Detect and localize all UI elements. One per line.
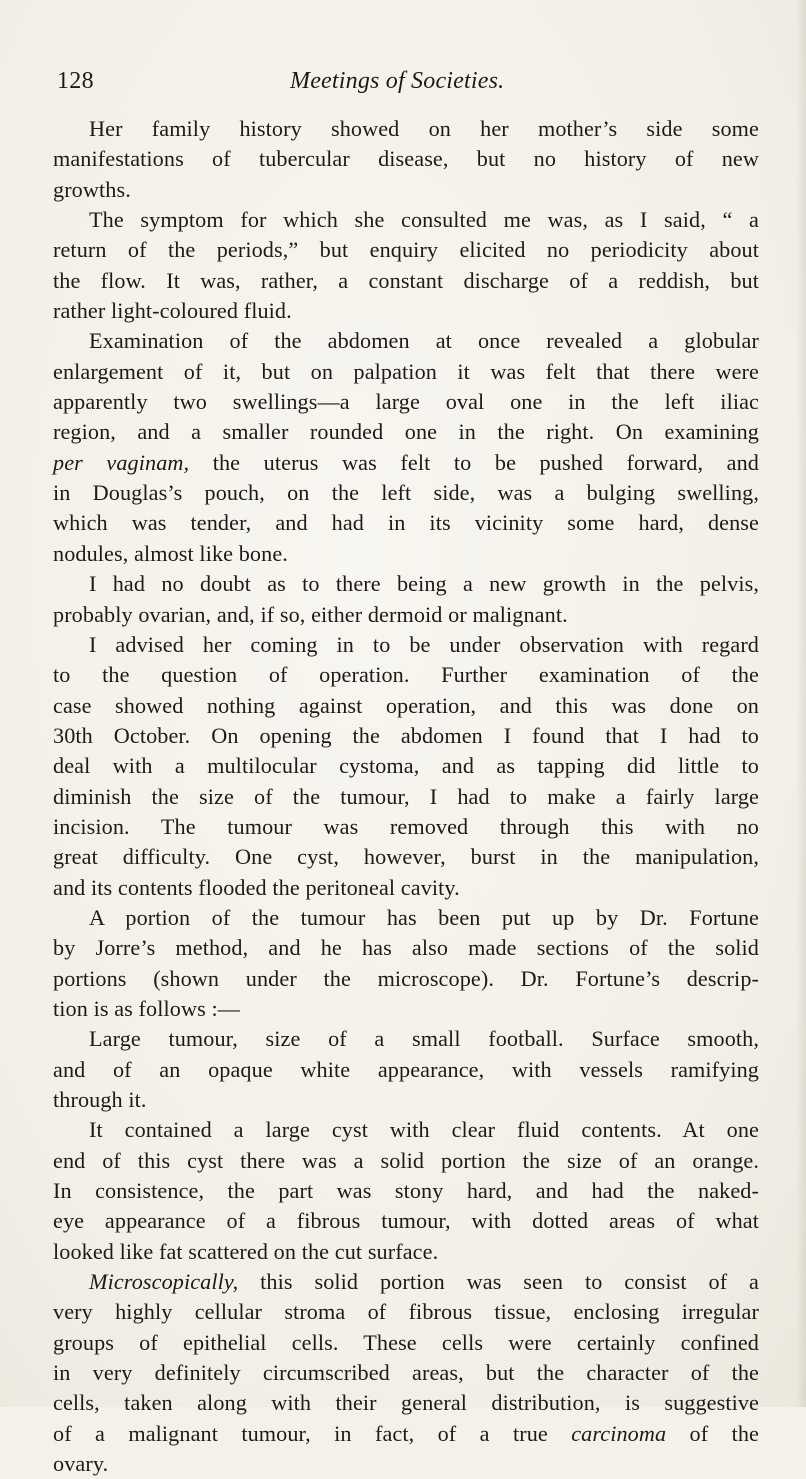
text-line: It contained a large cyst with clear fluid contents. At one <box>89 1117 759 1143</box>
text-line: manifestations of tubercular disease, but no history of new <box>53 146 759 172</box>
text-line: A portion of the tumour has been put up by Dr. Fortune <box>89 904 759 930</box>
text-line: I had no doubt as to there being a new growth in the pelvis, <box>89 571 759 597</box>
text-line: apparently two swellings—a large oval one in the left iliac <box>53 389 759 415</box>
page-header <box>57 68 757 104</box>
text-line: end of this cyst there was a solid portion the size of an orange. <box>53 1147 759 1173</box>
italic-phrase: per vaginam, <box>53 449 190 475</box>
body-text <box>53 114 759 1479</box>
text-line: ovary. <box>53 1451 109 1477</box>
text-line: probably ovarian, and, if so, either dermoid or malignant. <box>53 601 568 627</box>
text-line: the flow. It was, rather, a constant discharge of a reddish, but <box>53 267 759 293</box>
italic-phrase: Microscopically, <box>89 1269 239 1295</box>
text-line: Examination of the abdomen at once revealed a globular <box>89 328 759 354</box>
text-line: diminish the size of the tumour, I had to make a fairly large <box>53 783 759 809</box>
text-line: Large tumour, size of a small football. Surface smooth, <box>89 1026 759 1052</box>
text-line: looked like fat scattered on the cut surface. <box>53 1238 439 1264</box>
text-line: and of an opaque white appearance, with vessels ramifying <box>53 1056 759 1082</box>
text-line: through it. <box>53 1087 147 1112</box>
text-line: in Douglas’s pouch, on the left side, was a bulging swelling, <box>53 480 759 506</box>
text-line: in very definitely circumscribed areas, but the character of the <box>53 1360 759 1386</box>
text-line: of a malignant tumour, in fact, of a true carcinoma of the <box>53 1420 759 1446</box>
text-line: In consistence, the part was stony hard, and had the naked- <box>53 1178 759 1204</box>
text-line: case showed nothing against operation, and this was done on <box>53 692 759 718</box>
text-line: by Jorre’s method, and he has also made sections of the solid <box>53 935 759 961</box>
text-line: enlargement of it, but on palpation it was felt that there were <box>53 358 759 384</box>
text-line: very highly cellular stroma of fibrous tissue, enclosing irregular <box>53 1299 759 1325</box>
text-line: return of the periods,” but enquiry elicited no periodicity about <box>53 237 759 263</box>
text-line: rather light-coloured fluid. <box>53 298 292 324</box>
text-line: Her family history showed on her mother’s side some <box>89 116 759 141</box>
text-line: which was tender, and had in its vicinity some hard, dense <box>53 510 759 536</box>
text-line: and its contents flooded the peritoneal cavity. <box>53 874 460 900</box>
text-line: The symptom for which she consulted me was, as I said, “ a <box>89 207 759 233</box>
text-line: Microscopically, this solid portion was seen to consist of a <box>89 1269 759 1295</box>
page-number: 128 <box>57 68 94 94</box>
text-line: deal with a multilocular cystoma, and as tapping did little to <box>53 753 759 779</box>
text-line: region, and a smaller rounded one in the right. On examining <box>53 419 759 445</box>
text-line: 30th October. On opening the abdomen I found that I had to <box>53 722 759 748</box>
italic-phrase: carcinoma <box>571 1420 667 1446</box>
text-line: per vaginam, the uterus was felt to be pushed forward, and <box>53 449 760 475</box>
text-line: great difficulty. One cyst, however, burst in the manipulation, <box>53 844 759 870</box>
text-line: to the question of operation. Further examination of the <box>53 662 759 688</box>
text-line: nodules, almost like bone. <box>53 540 288 566</box>
page-edge-shadow <box>796 0 806 1407</box>
text-line: growths. <box>53 176 131 202</box>
text-line: portions (shown under the microscope). Dr. Fortune’s descrip- <box>53 965 759 991</box>
text-line: eye appearance of a fibrous tumour, with dotted areas of what <box>53 1208 759 1234</box>
text-line: incision. The tumour was removed through this with no <box>53 813 759 839</box>
text-line: cells, taken along with their general distribution, is suggestive <box>53 1390 759 1416</box>
text-line: I advised her coming in to be under observation with regard <box>89 631 759 657</box>
text-line: tion is as follows :— <box>53 995 240 1021</box>
running-head: Meetings of Societies. <box>290 68 505 94</box>
text-line: groups of epithelial cells. These cells were certainly confined <box>53 1329 759 1355</box>
